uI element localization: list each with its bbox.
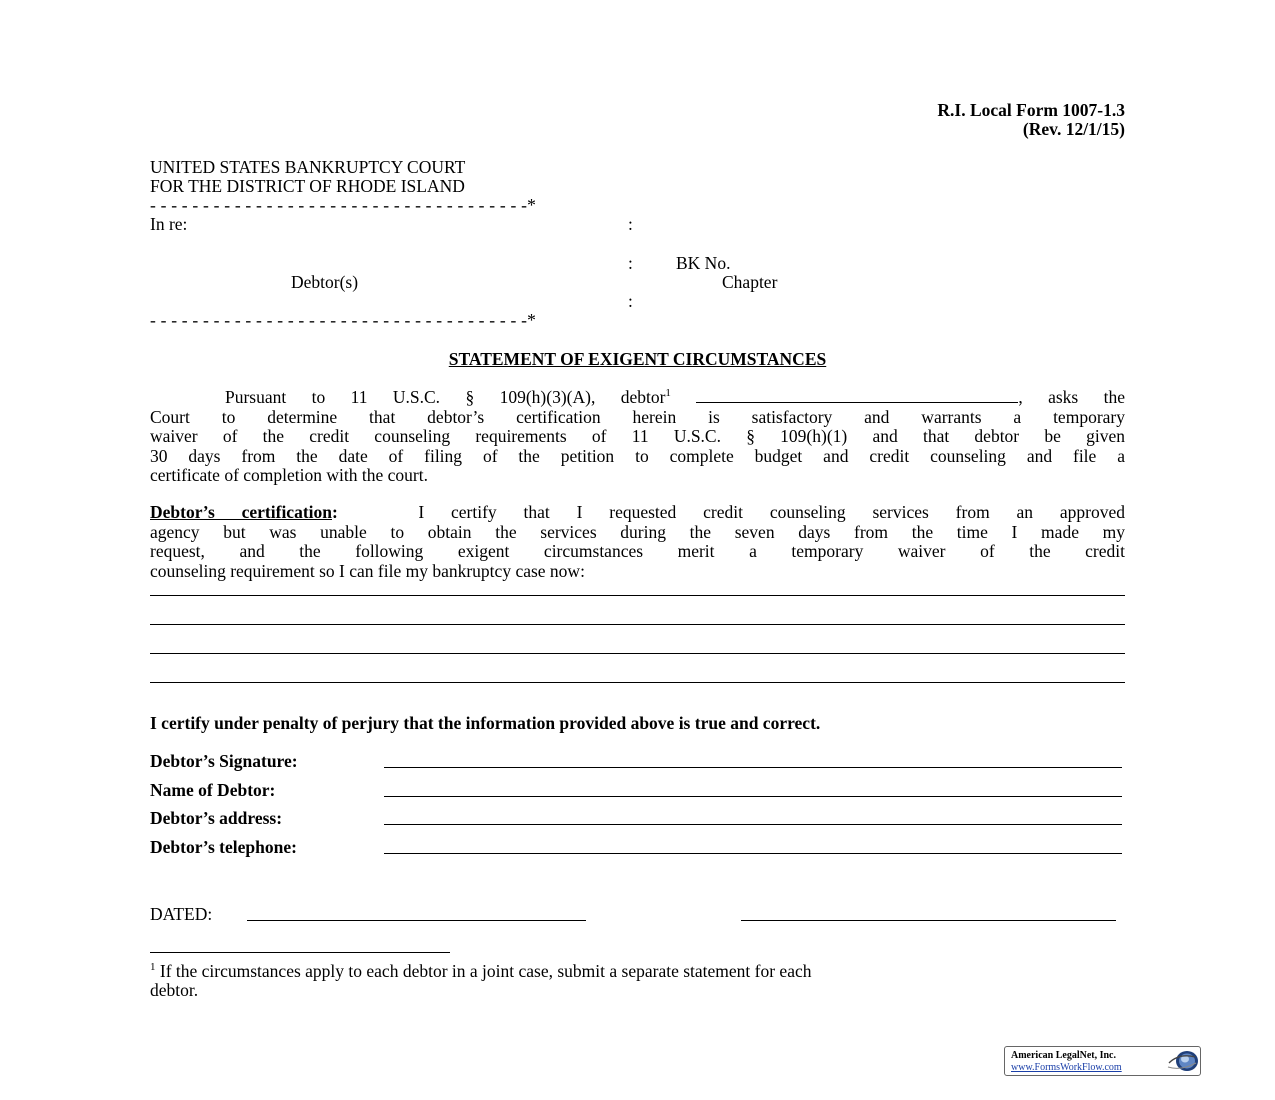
footnote-reference: 1 xyxy=(665,387,671,399)
signature-label: Debtor’s Signature: xyxy=(150,751,298,771)
caption-chapter: Chapter xyxy=(722,272,778,292)
intro-line-1 xyxy=(150,388,1125,408)
caption-dash-line-top: - - - - - - - - - - - - - - - - - - - - - - - - - - - - - - - - - - - -* xyxy=(150,195,537,215)
certification-paragraph xyxy=(150,503,1125,581)
watermark-url[interactable]: www.FormsWorkFlow.com xyxy=(1011,1062,1122,1073)
caption-bk-number: BK No. xyxy=(676,253,731,273)
form-revision: (Rev. 12/1/15) xyxy=(1022,119,1125,139)
intro-line-4: 30 days from the date of filing of the petition to complete budget and credit counseling and file a xyxy=(150,445,1125,466)
certification-text-1: I certify that I requested credit counseling services from an approved xyxy=(418,502,1125,522)
intro-line-2: Court to determine that debtor’s certification herein is satisfactory and warrants a temporary xyxy=(150,406,1125,427)
watermark-company: American LegalNet, Inc. xyxy=(1011,1050,1116,1061)
circumstances-line-3[interactable] xyxy=(150,653,1125,654)
caption-colon-3: : xyxy=(628,291,633,311)
debtor-address-line[interactable] xyxy=(384,824,1122,825)
debtor-name-label: Name of Debtor: xyxy=(150,780,276,800)
certification-label-colon: : xyxy=(332,502,338,522)
court-name-line1: UNITED STATES BANKRUPTCY COURT xyxy=(150,157,466,177)
intro-line-5: certificate of completion with the court. xyxy=(150,465,428,485)
intro-text-part2: , asks the xyxy=(1018,387,1125,407)
debtor-telephone-line[interactable] xyxy=(384,853,1122,854)
caption-colon-2: : xyxy=(628,253,633,273)
caption-colon-1: : xyxy=(628,214,633,234)
caption-dash-line-bottom: - - - - - - - - - - - - - - - - - - - - - - - - - - - - - - - - - - - -* xyxy=(150,310,537,330)
debtor-telephone-label: Debtor’s telephone: xyxy=(150,837,297,857)
certification-line-2: agency but was unable to obtain the services during the seven days from the time I made my xyxy=(150,521,1125,542)
footnote-text-1: If the circumstances apply to each debtor in a joint case, submit a separate statement for each xyxy=(159,961,812,981)
caption-debtors: Debtor(s) xyxy=(291,272,359,292)
globe-icon xyxy=(1165,1049,1199,1073)
footnote-line-2: debtor. xyxy=(150,980,199,1000)
certification-label: Debtor’s certification xyxy=(150,502,332,522)
certification-line-1 xyxy=(150,503,1125,523)
perjury-statement: I certify under penalty of perjury that the information provided above is true and correct. xyxy=(150,713,821,733)
footnote-line-1 xyxy=(150,962,812,982)
intro-paragraph xyxy=(150,388,1125,486)
footnote-mark: 1 xyxy=(150,961,156,973)
dated-signature-line[interactable] xyxy=(741,920,1116,921)
circumstances-line-4[interactable] xyxy=(150,682,1125,683)
dated-label: DATED: xyxy=(150,904,213,924)
dated-line[interactable] xyxy=(247,920,586,921)
court-name-line2: FOR THE DISTRICT OF RHODE ISLAND xyxy=(150,176,465,196)
certification-line-4: counseling requirement so I can file my bankruptcy case now: xyxy=(150,560,585,581)
document-title: STATEMENT OF EXIGENT CIRCUMSTANCES xyxy=(448,349,827,369)
signature-line[interactable] xyxy=(384,767,1122,768)
debtor-name-line[interactable] xyxy=(384,796,1122,797)
caption-in-re: In re: xyxy=(150,214,188,234)
debtor-address-label: Debtor’s address: xyxy=(150,808,283,828)
circumstances-line-1[interactable] xyxy=(150,595,1125,596)
intro-line-3: waiver of the credit counseling requirements of 11 U.S.C. § 109(h)(1) and that debtor be given xyxy=(150,426,1125,446)
footnote-separator xyxy=(150,952,450,953)
circumstances-line-2[interactable] xyxy=(150,624,1125,625)
intro-text-part1: Pursuant to 11 U.S.C. § 109(h)(3)(A), debtor xyxy=(225,387,666,407)
form-number: R.I. Local Form 1007-1.3 xyxy=(937,100,1125,120)
debtor-name-blank[interactable] xyxy=(696,388,1018,403)
certification-line-3: request, and the following exigent circumstances merit a temporary waiver of the credit xyxy=(150,541,1125,561)
legalnet-watermark xyxy=(1004,1046,1201,1076)
